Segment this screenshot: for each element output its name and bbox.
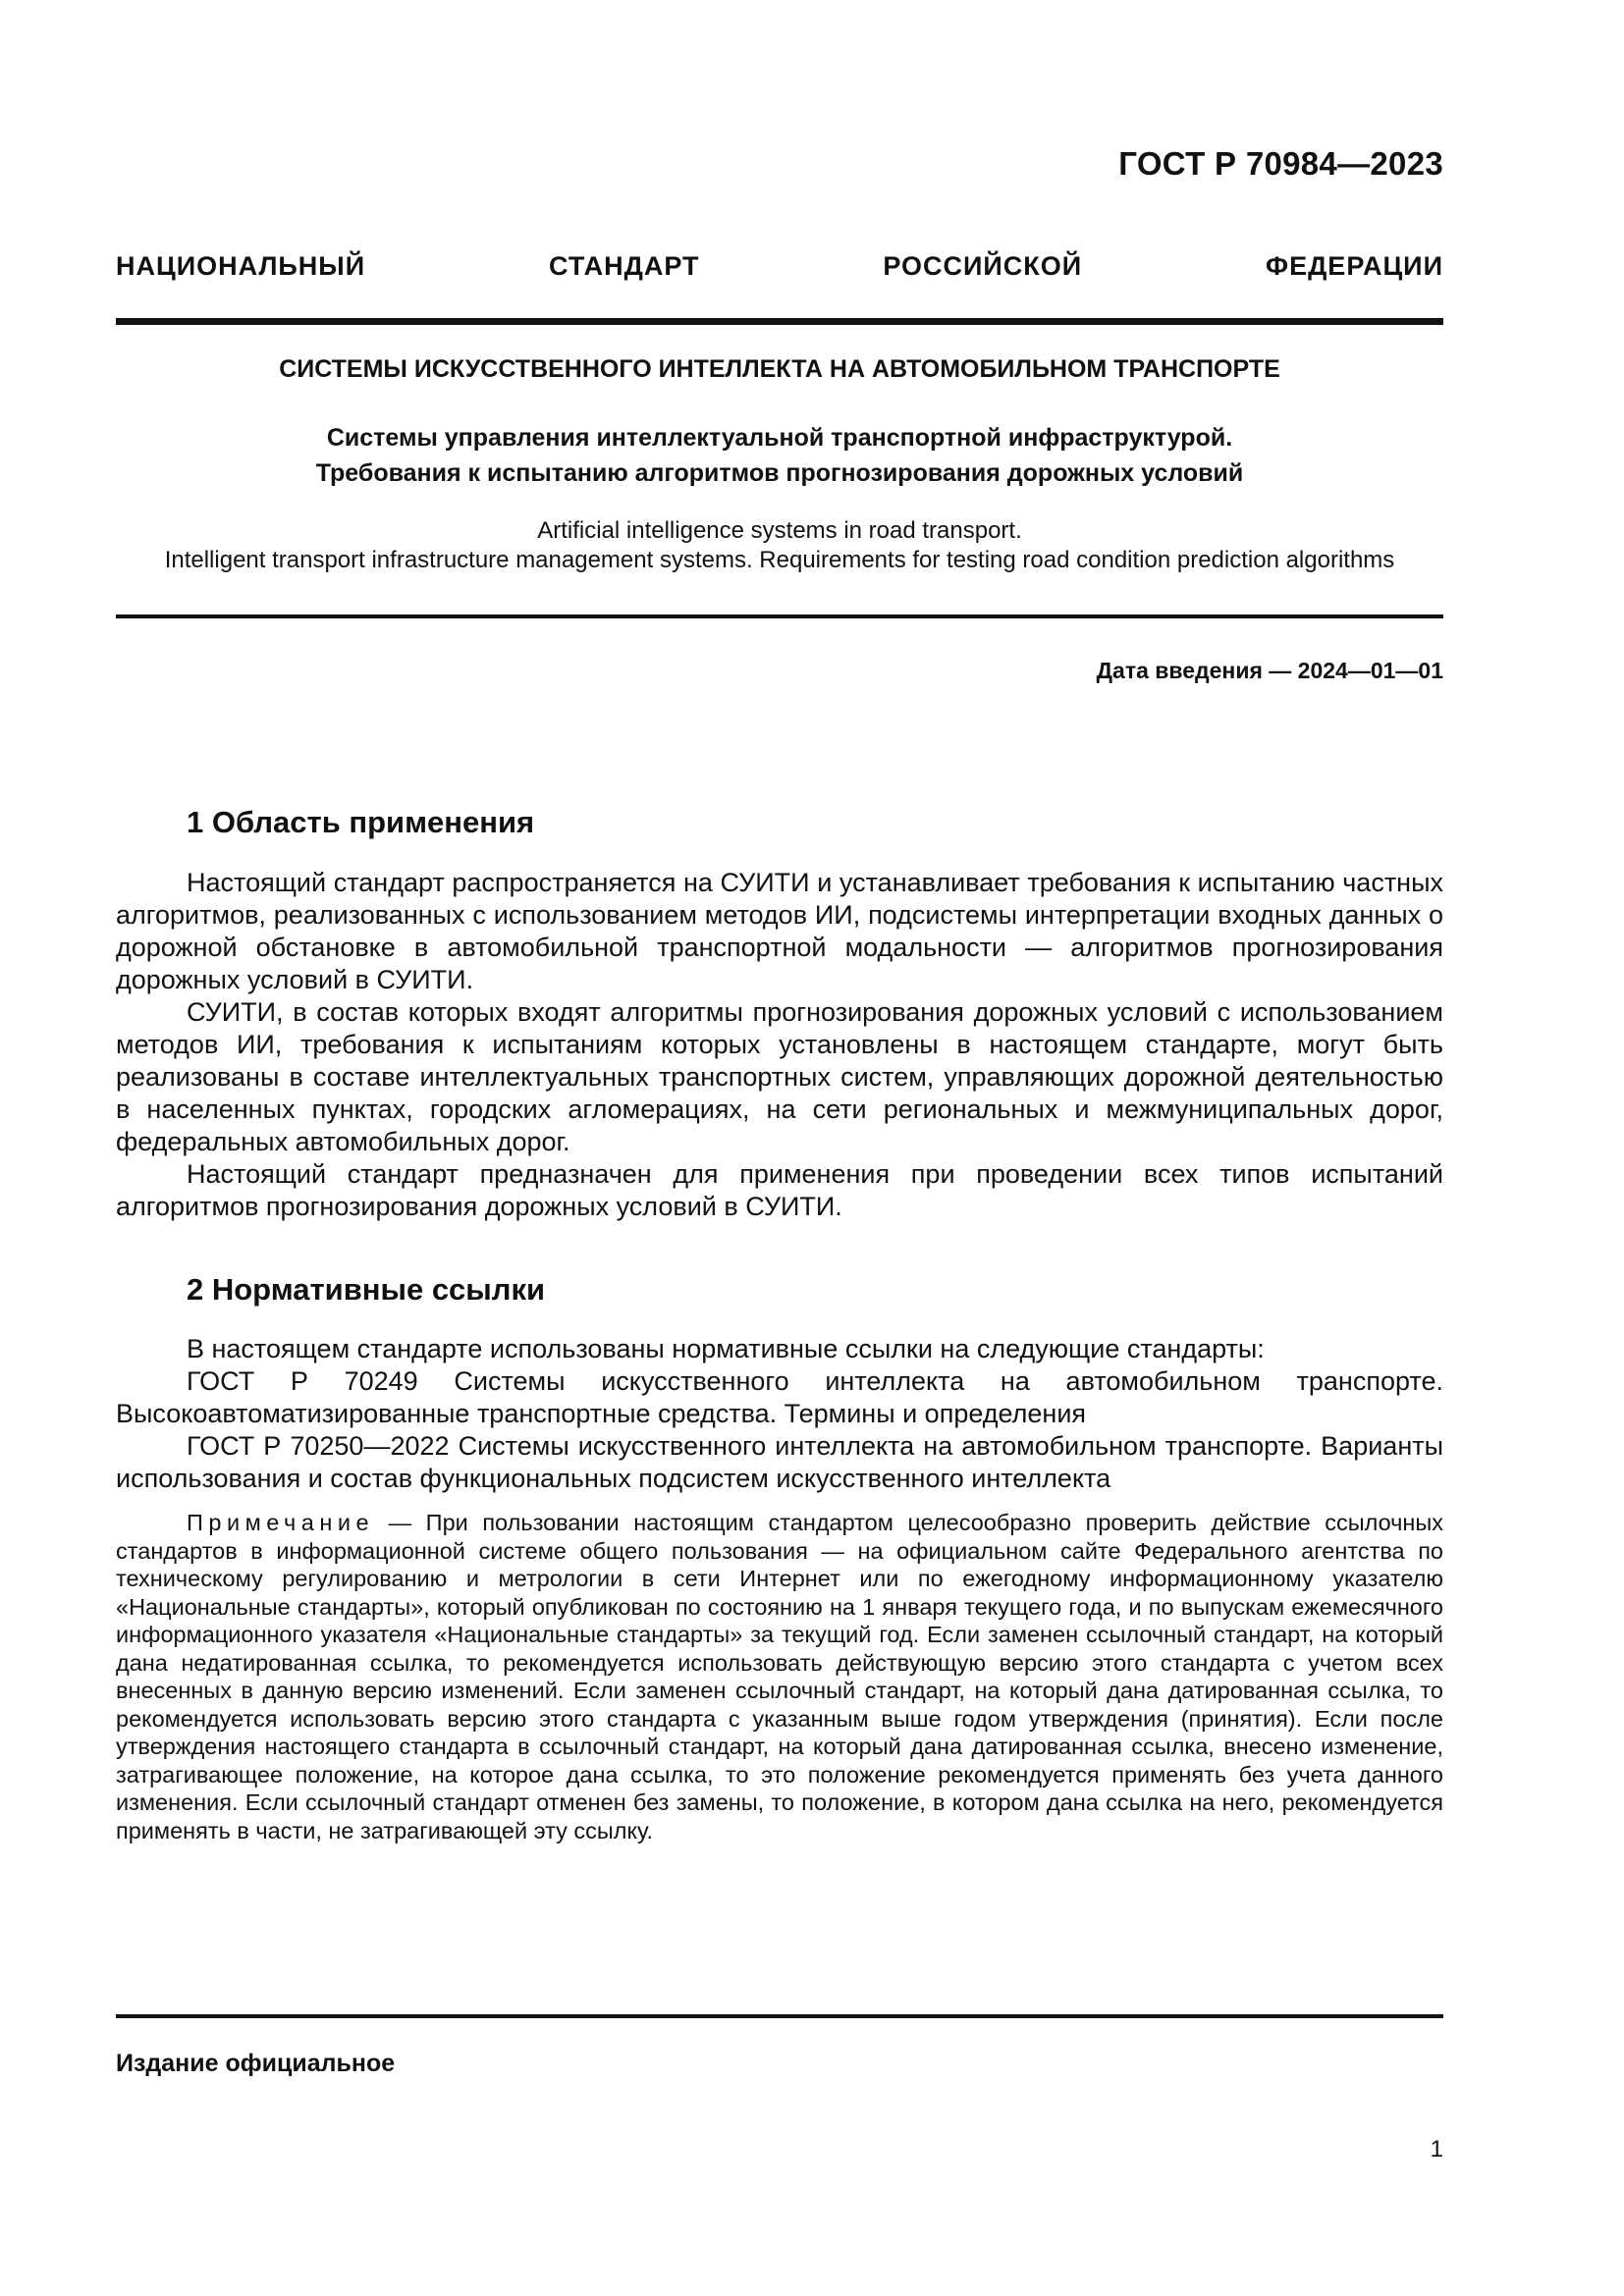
paragraph: Настоящий стандарт предназначен для применения при проведении всех типов испытаний алгоритмов прогнозирования дорожных условий в СУИТИ.	[116, 1159, 1443, 1221]
document-subtitle	[116, 420, 1443, 491]
section-1-heading: 1 Область применения	[187, 805, 535, 839]
section-2-heading: 2 Нормативные ссылки	[187, 1272, 546, 1307]
note-paragraph	[116, 1509, 1443, 1844]
national-standard-label: НАЦИОНАЛЬНЫЙ СТАНДАРТ РОССИЙСКОЙ ФЕДЕРАЦИИ	[116, 251, 1443, 281]
standard-number: ГОСТ Р 70984—2023	[1118, 145, 1443, 182]
reference-item: ГОСТ Р 70250—2022 Системы искусственного интеллекта на автомобильном транспорте. Варианты использования и состав функциональных подсистем искусственного интеллекта	[116, 1431, 1443, 1493]
top-divider	[116, 318, 1443, 325]
paragraph: Настоящий стандарт распространяется на СУИТИ и устанавливает требования к испытанию частных алгоритмов, реализованных с использованием методов ИИ, подсистемы интерпретации входных данных о дорожной обстановке в автомобильной транспортной модальности — алгоритмов прогнозирования дорожных условий в СУИТИ.	[116, 868, 1443, 994]
english-title-line-2: Intelligent transport infrastructure management systems. Requirements for testing road condition prediction algorithms	[164, 547, 1395, 573]
note-label: Примечание	[187, 1510, 375, 1535]
footer-divider	[116, 2014, 1443, 2018]
english-title	[116, 516, 1443, 575]
section-1-body	[116, 867, 1443, 1223]
section-2-body	[116, 1333, 1443, 1495]
paragraph: В настоящем стандарте использованы нормативные ссылки на следующие стандарты:	[187, 1334, 1265, 1363]
note-text: — При пользовании настоящим стандартом целесообразно проверить действие ссылочных стандартов в информационной системе общего пользования — на официальном сайте Федерального агентства по техническому регулированию и метрологии в сети Интернет или по ежегодному информационному указателю «Национальные стандарты», который опубликован по состоянию на 1 января текущего года, и по выпускам ежемесячного информационного указателя «Национальные стандарты» за текущий год. Если заменен ссылочный стандарт, на который дана недатированная ссылка, то рекомендуется использовать действующую версию этого стандарта с учетом всех внесенных в данную версию изменений. Если заменен ссылочный стандарт, на который дана датированная ссылка, то рекомендуется использовать версию этого стандарта с указанным выше годом утверждения (принятия). Если после утверждения настоящего стандарта в ссылочный стандарт, на который дана датированная ссылка, внесено изменение, затрагивающее положение, на которое дана ссылка, то это положение рекомендуется применять без учета данного изменения. Если ссылочный стандарт отменен без замены, то положение, в котором дана ссылка на него, рекомендуется применять в части, не затрагивающей эту ссылку.	[116, 1510, 1443, 1843]
note-block	[116, 1509, 1443, 1844]
paragraph: СУИТИ, в состав которых входят алгоритмы прогнозирования дорожных условий с использованием методов ИИ, требования к испытаниям которых установлены в настоящем стандарте, могут быть реализованы в составе интеллектуальных транспортных систем, управляющих дорожной деятельностью в населенных пунктах, городских агломерациях, на сети региональных и межмуниципальных дорог, федеральных автомобильных дорог.	[116, 997, 1443, 1156]
subtitle-line-1: Системы управления интеллектуальной транспортной инфраструктурой.	[326, 424, 1233, 452]
official-edition-label: Издание официальное	[116, 2050, 396, 2077]
introduction-date: Дата введения — 2024—01—01	[1096, 658, 1443, 683]
document-title: СИСТЕМЫ ИСКУССТВЕННОГО ИНТЕЛЛЕКТА НА АВТОМОБИЛЬНОМ ТРАНСПОРТЕ	[279, 355, 1280, 383]
page-number: 1	[1430, 2136, 1443, 2163]
english-title-line-1: Artificial intelligence systems in road transport.	[537, 517, 1022, 544]
reference-item: ГОСТ Р 70249 Системы искусственного интеллекта на автомобильном транспорте. Высокоавтоматизированные транспортные средства. Термины и определения	[116, 1366, 1443, 1428]
subtitle-line-2: Требования к испытанию алгоритмов прогнозирования дорожных условий	[315, 459, 1244, 487]
title-divider	[116, 614, 1443, 618]
